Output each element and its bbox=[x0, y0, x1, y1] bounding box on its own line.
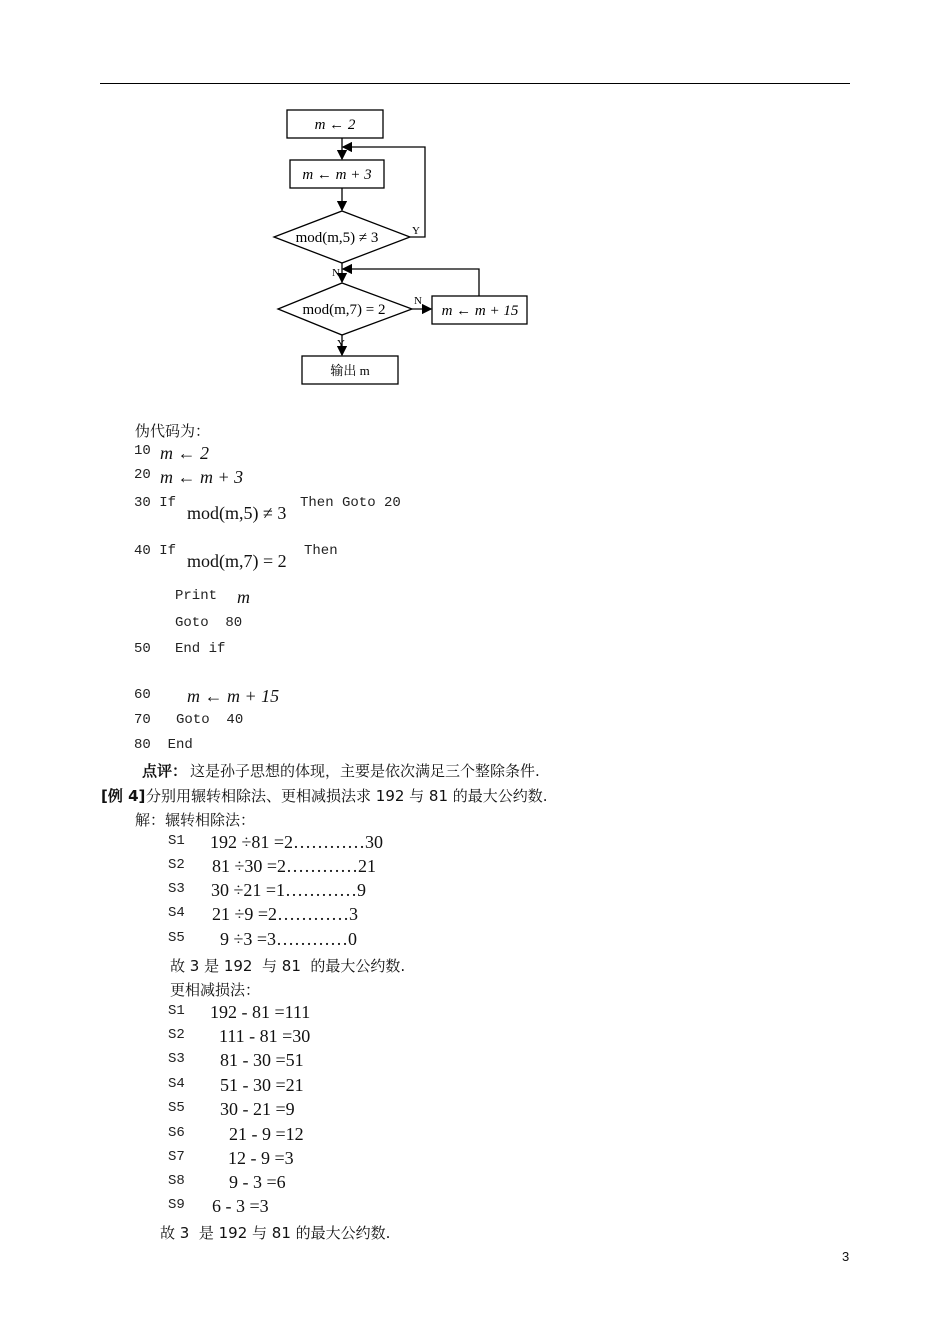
subtract-intro: 更相减损法： bbox=[170, 981, 261, 999]
comment-text: 这是孙子思想的体现，主要是依次满足三个整除条件. bbox=[190, 762, 540, 780]
diamond-mod7-text: mod(m,7) = 2 bbox=[302, 302, 386, 318]
subtract-step-expr: 30 - 21 =9 bbox=[220, 1099, 295, 1119]
subtract-step-label: S1 bbox=[168, 1003, 185, 1019]
subtract-step-expr: 12 - 9 =3 bbox=[228, 1148, 294, 1168]
subtract-step-label: S8 bbox=[168, 1173, 185, 1189]
pc-l40-pre: 40 If bbox=[134, 543, 177, 559]
euclid-step-expr: 21 ÷9 =2…………3 bbox=[212, 904, 359, 924]
euclid-step-expr: 30 ÷21 =1…………9 bbox=[211, 880, 367, 900]
subtract-step-label: S4 bbox=[168, 1076, 185, 1092]
subtract-step-label: S3 bbox=[168, 1051, 185, 1067]
pc-print-kw: Print bbox=[175, 588, 218, 604]
pc-goto80: Goto 80 bbox=[175, 615, 243, 631]
subtract-step-expr: 51 - 30 =21 bbox=[220, 1075, 304, 1095]
subtract-conclusion: 故 3 是 192 与 81 的最大公约数. bbox=[160, 1224, 391, 1242]
pc-l20-num: 20 bbox=[134, 467, 151, 483]
box-init-text: m ← 2 bbox=[314, 117, 356, 133]
subtract-step-expr: 192 - 81 =111 bbox=[210, 1002, 311, 1022]
subtract-step-label: S6 bbox=[168, 1125, 185, 1141]
euclid-step-expr: 9 ÷3 =3…………0 bbox=[220, 929, 358, 949]
label-y2: Y bbox=[337, 338, 345, 350]
box-add15-text: m ← m + 15 bbox=[441, 303, 519, 319]
subtract-step-expr: 9 - 3 =6 bbox=[229, 1172, 286, 1192]
pc-l50-text: End if bbox=[175, 641, 226, 657]
solution-intro: 解：辗转相除法： bbox=[135, 811, 256, 829]
comment-label: 点评： bbox=[142, 762, 188, 780]
pc-print-var: m bbox=[237, 587, 250, 607]
page-number: 3 bbox=[842, 1249, 850, 1264]
label-n2: N bbox=[414, 295, 422, 307]
box-output-text: 输出 m bbox=[330, 363, 370, 378]
subtract-step-label: S9 bbox=[168, 1197, 185, 1213]
flowchart bbox=[0, 0, 950, 400]
pc-l20-expr: m ← m + 3 bbox=[160, 467, 244, 487]
pc-l30-post: Then Goto 20 bbox=[300, 495, 401, 511]
pc-l40-post: Then bbox=[304, 543, 338, 559]
pc-l50-num: 50 bbox=[134, 641, 151, 657]
subtract-step-label: S2 bbox=[168, 1027, 185, 1043]
pseudocode-title: 伪代码为： bbox=[135, 422, 211, 440]
pc-l40-expr: mod(m,7) = 2 bbox=[187, 551, 287, 571]
box-add3-text: m ← m + 3 bbox=[302, 167, 372, 183]
subtract-step-expr: 111 - 81 =30 bbox=[219, 1026, 311, 1046]
pc-l70: 70 Goto 40 bbox=[134, 712, 244, 728]
pc-l10-expr: m ← 2 bbox=[160, 443, 209, 463]
example4-text: 分别用辗转相除法、更相减损法求 192 与 81 的最大公约数. bbox=[146, 787, 548, 805]
euclid-step-expr: 192 ÷81 =2…………30 bbox=[210, 832, 384, 852]
euclid-step-label: S3 bbox=[168, 881, 185, 897]
subtract-step-label: S7 bbox=[168, 1149, 185, 1165]
pc-l80: 80 End bbox=[134, 737, 193, 753]
euclid-conclusion: 故 3 是 192 与 81 的最大公约数. bbox=[170, 957, 406, 975]
pc-l60-num: 60 bbox=[134, 687, 151, 703]
euclid-step-label: S5 bbox=[168, 930, 185, 946]
subtract-step-expr: 6 - 3 =3 bbox=[212, 1196, 269, 1216]
euclid-step-label: S2 bbox=[168, 857, 185, 873]
pc-l30-pre: 30 If bbox=[134, 495, 177, 511]
subtract-step-expr: 81 - 30 =51 bbox=[220, 1050, 304, 1070]
subtract-step-expr: 21 - 9 =12 bbox=[229, 1124, 304, 1144]
subtract-step-label: S5 bbox=[168, 1100, 185, 1116]
label-n1: N bbox=[332, 267, 340, 279]
euclid-step-expr: 81 ÷30 =2…………21 bbox=[212, 856, 377, 876]
pc-l10-num: 10 bbox=[134, 443, 151, 459]
diamond-mod5-text: mod(m,5) ≠ 3 bbox=[295, 230, 379, 246]
pc-l30-expr: mod(m,5) ≠ 3 bbox=[187, 503, 287, 523]
euclid-step-label: S4 bbox=[168, 905, 185, 921]
example4-label: [例 4] bbox=[101, 787, 146, 805]
pc-l60-expr: m ← m + 15 bbox=[187, 686, 280, 706]
euclid-step-label: S1 bbox=[168, 833, 185, 849]
label-y1: Y bbox=[412, 225, 420, 237]
